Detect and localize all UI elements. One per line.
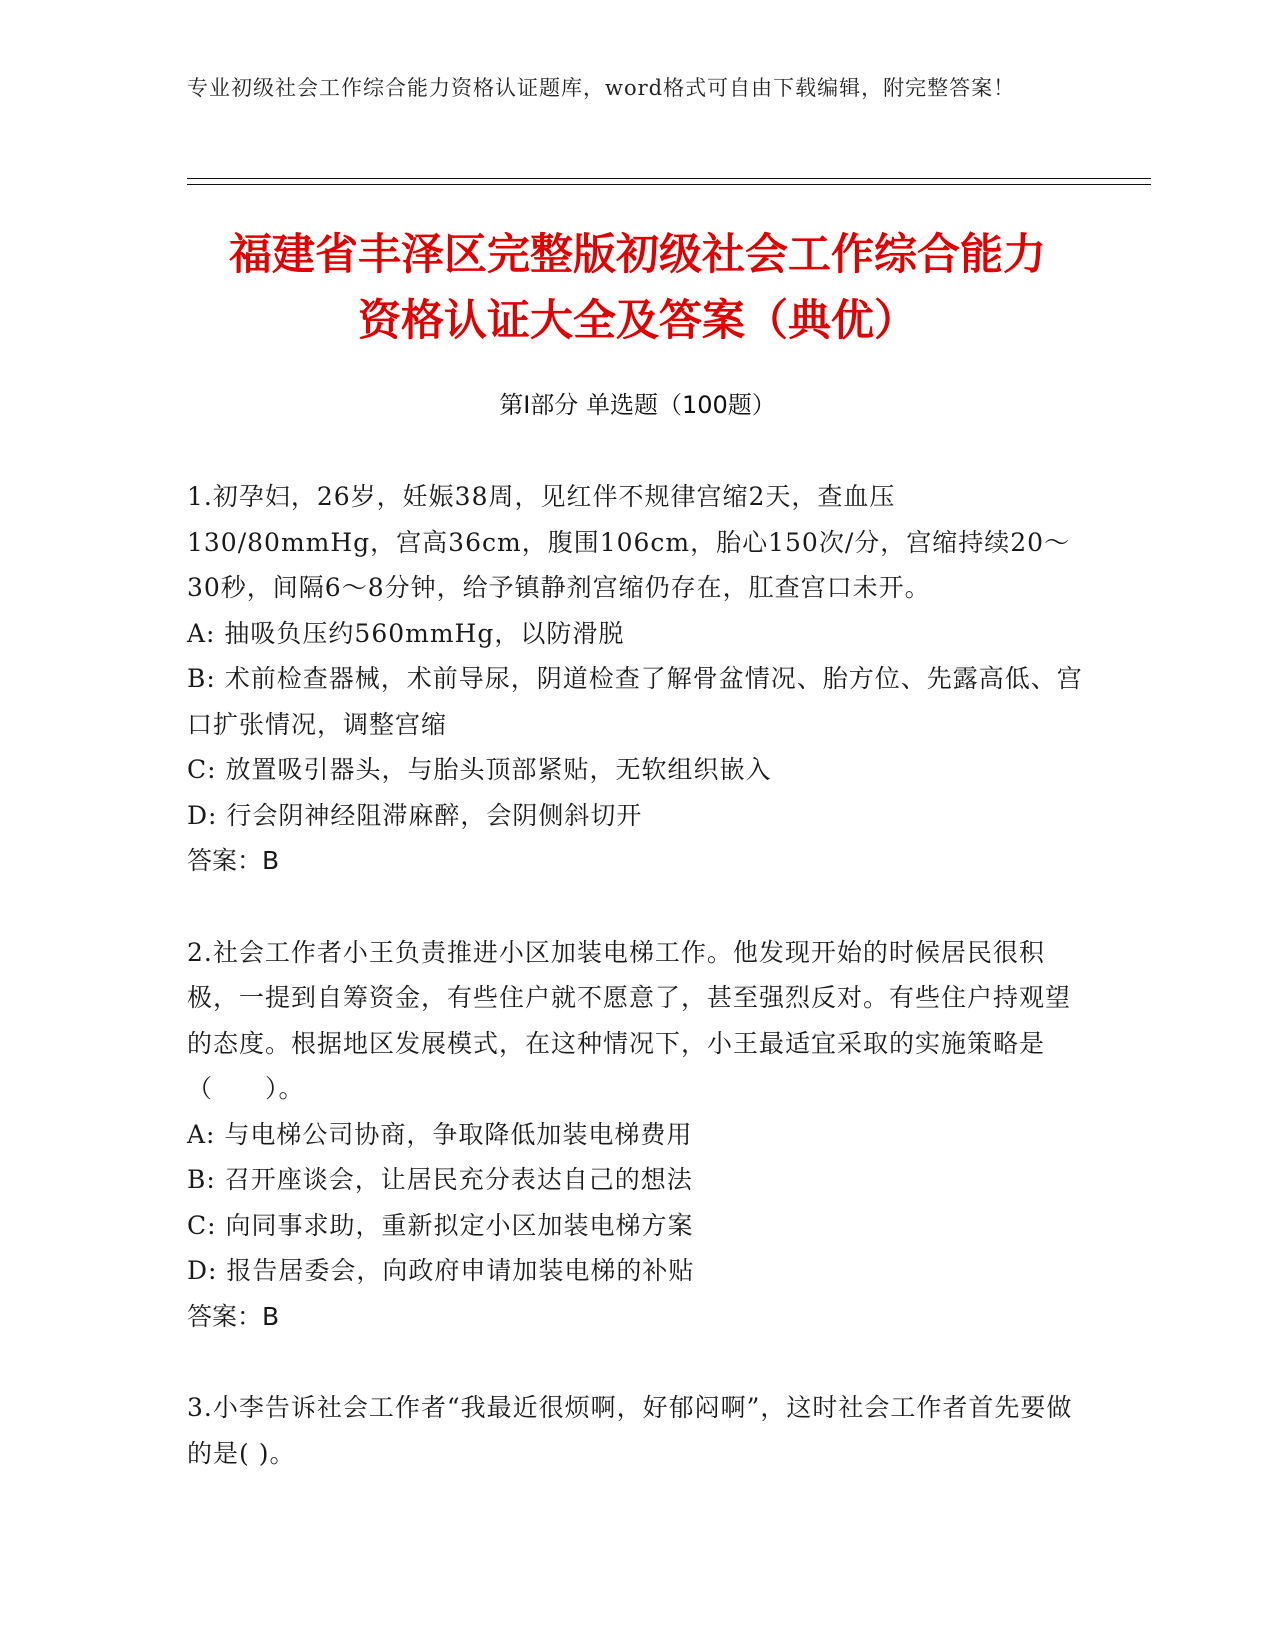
question-2: [187, 930, 1087, 1340]
section-heading: 第Ⅰ部分 单选题（100题）: [499, 391, 776, 419]
title-line-1: 福建省丰泽区完整版初级社会工作综合能力: [229, 230, 1046, 280]
question-1: [187, 474, 1087, 884]
header-rule-bottom: [187, 184, 1151, 185]
header-rule-top: [187, 178, 1151, 179]
question-spacer: [187, 1339, 1087, 1385]
title-line-2: 资格认证大全及答案（典优）: [358, 296, 917, 346]
question-text: 2.社会工作者小王负责推进小区加装电梯工作。他发现开始的时候居民很积极，一提到自筹资金，有些住户就不愿意了，甚至强烈反对。有些住户持观望的态度。根据地区发展模式，在这种情况下，小王最适宜采取的实施策略是（ ）。: [187, 937, 1072, 1103]
question-text: 1.初孕妇，26岁，妊娠38周，见红伴不规律宫缩2天，查血压130/80mmHg，宫高36cm，腹围106cm，胎心150次/分，宫缩持续20～30秒，间隔6～8分钟，给予镇静剂宫缩仍存在，肛查宫口未开。: [187, 482, 1071, 602]
page-header: 专业初级社会工作综合能力资格认证题库，word格式可自由下载编辑，附完整答案！: [187, 76, 1016, 100]
answer: 答案：B: [187, 846, 280, 875]
option-d: D: 行会阴神经阻滞麻醉，会阴侧斜切开: [187, 800, 643, 830]
question-spacer: [187, 884, 1087, 930]
document-title: [150, 222, 1125, 354]
option-a: A: 抽吸负压约560mmHg，以防滑脱: [187, 618, 625, 648]
question-3: [187, 1385, 1087, 1476]
option-d: D: 报告居委会，向政府申请加装电梯的补贴: [187, 1256, 695, 1285]
question-list: [187, 474, 1087, 1476]
option-c: C: 放置吸引器头，与胎头顶部紧贴，无软组织嵌入: [187, 755, 772, 784]
option-b: B: 召开座谈会，让居民充分表达自己的想法: [187, 1165, 693, 1194]
option-a: A: 与电梯公司协商，争取降低加装电梯费用: [187, 1119, 693, 1149]
answer: 答案：B: [187, 1301, 280, 1331]
option-b: B: 术前检查器械，术前导尿，阴道检查了解骨盆情况、胎方位、先露高低、宫口扩张情况，调整宫缩: [187, 664, 1083, 739]
question-text: 3.小李告诉社会工作者“我最近很烦啊，好郁闷啊”，这时社会工作者首先要做的是( )。: [187, 1393, 1073, 1468]
option-c: C: 向同事求助，重新拟定小区加装电梯方案: [187, 1210, 694, 1240]
